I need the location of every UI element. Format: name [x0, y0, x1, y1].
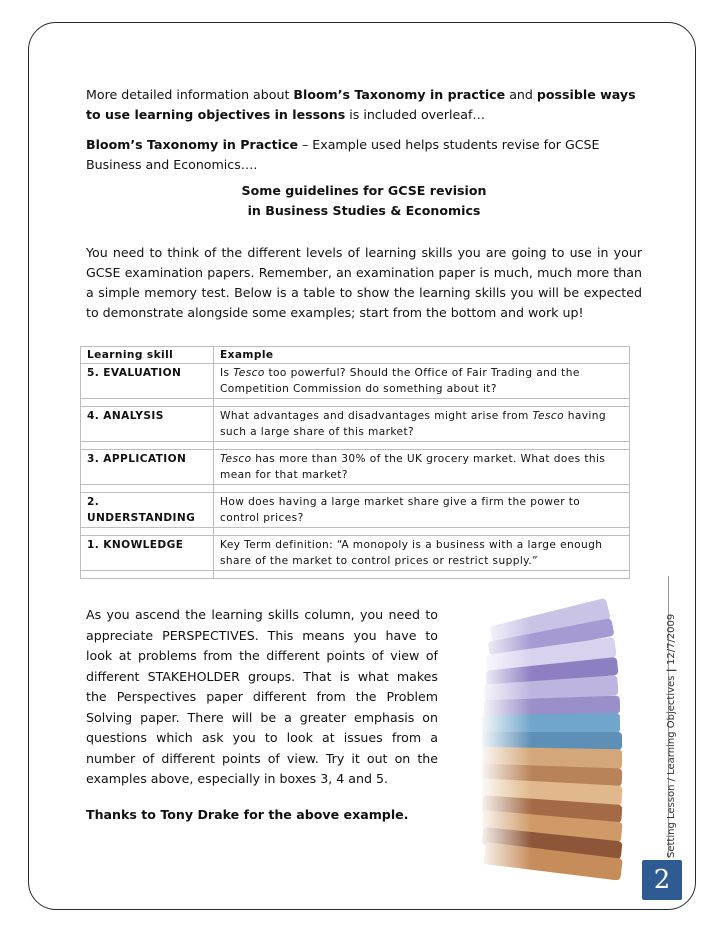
spacer-cell: [81, 571, 214, 579]
page-number-badge: 2: [642, 860, 682, 900]
table-spacer: [81, 399, 630, 407]
intro-section: [86, 85, 642, 185]
spacer-cell: [214, 571, 630, 579]
section-heading: Bloom’s Taxonomy in Practice: [86, 137, 298, 152]
spacer-cell: [214, 485, 630, 493]
side-footer-date: 12/7/2009: [666, 613, 677, 666]
spacer-cell: [214, 528, 630, 536]
example-italic: Tesco: [220, 453, 252, 465]
table-header-skill: Learning skill: [81, 347, 214, 364]
side-footer-title: Setting Lesson / Learning Objectives: [666, 675, 677, 858]
table-spacer: [81, 485, 630, 493]
skill-cell: 5. EVALUATION: [81, 364, 214, 399]
guidelines-title-line-2: in Business Studies & Economics: [247, 203, 481, 218]
example-cell: [214, 364, 630, 399]
example-italic: Tesco: [233, 367, 265, 379]
intro-text: – Example used helps students revise for GCSE Business and Economics….: [86, 137, 600, 172]
table-row: [81, 450, 630, 485]
table-row: [81, 536, 630, 571]
intro-text: is included overleaf…: [345, 107, 486, 122]
spacer-cell: [214, 442, 630, 450]
example-italic: Tesco: [532, 410, 564, 422]
skill-cell: 1. KNOWLEDGE: [81, 536, 214, 571]
body-paragraph-2: As you ascend the learning skills column, you need to appreciate PERSPECTIVES. This means you have to look at problems from the different points of view of different STAKEHOLDER groups. That is what makes the Perspectives paper different from the Problem Solving paper. There will be a greater emphasis on questions which ask you to look at issues from a number of different points of view. Try it out on the examples above, especially in boxes 3, 4 and 5.: [86, 607, 438, 786]
folders-photo: [480, 590, 628, 880]
spacer-cell: [214, 399, 630, 407]
intro-bold-term: possible ways to use learning objectives in lessons: [86, 87, 636, 122]
guidelines-title: [86, 181, 642, 221]
intro-paragraph-1: [86, 85, 642, 125]
example-cell: How does having a large market share give a firm the power to control prices?: [214, 493, 630, 528]
example-cell: [214, 407, 630, 442]
table-spacer: [81, 528, 630, 536]
spacer-cell: [81, 485, 214, 493]
skill-cell-line: 2.: [87, 496, 100, 508]
table-header-row: [81, 347, 630, 364]
intro-bold-term: Bloom’s Taxonomy in practice: [293, 87, 506, 102]
skill-cell: 3. APPLICATION: [81, 450, 214, 485]
learning-skills-table: [80, 346, 630, 579]
example-text: too powerful? Should the Office of Fair Trading and the Competition Commission do something about it?: [220, 367, 580, 395]
intro-text: and: [505, 87, 537, 102]
example-text: having such a large share of this market?: [220, 410, 607, 438]
example-text: has more than 30% of the UK grocery market. What does this mean for that market?: [220, 453, 606, 481]
acknowledgement: Thanks to Tony Drake for the above example.: [86, 807, 409, 822]
spacer-cell: [81, 399, 214, 407]
body-paragraph-1: You need to think of the different levels of learning skills you are going to use in your GCSE examination papers. Remember, an examination paper is much, much more than a simple memory test. Below is a table to show the learning skills you will be expected to demonstrate alongside some examples; start from the bottom and work up!: [86, 245, 642, 320]
guidelines-title-line-1: Some guidelines for GCSE revision: [241, 183, 487, 198]
example-text: Is: [220, 367, 234, 379]
spacer-cell: [81, 442, 214, 450]
intro-paragraph-2: [86, 135, 642, 175]
skill-cell: [81, 493, 214, 528]
skill-cell: 4. ANALYSIS: [81, 407, 214, 442]
side-footer-separator: |: [666, 665, 677, 676]
table-spacer: [81, 571, 630, 579]
table-spacer: [81, 442, 630, 450]
example-cell: [214, 450, 630, 485]
table-header-example: Example: [214, 347, 630, 364]
table-row: [81, 364, 630, 399]
spacer-cell: [81, 528, 214, 536]
table-row: [81, 493, 630, 528]
table-row: [81, 407, 630, 442]
example-text: What advantages and disadvantages might arise from: [220, 410, 533, 422]
skill-cell-line: UNDERSTANDING: [87, 512, 196, 524]
example-cell: Key Term definition: “A monopoly is a business with a large enough share of the market to control prices or restrict supply.”: [214, 536, 630, 571]
intro-text: More detailed information about: [86, 87, 294, 102]
side-footer: [666, 578, 677, 858]
